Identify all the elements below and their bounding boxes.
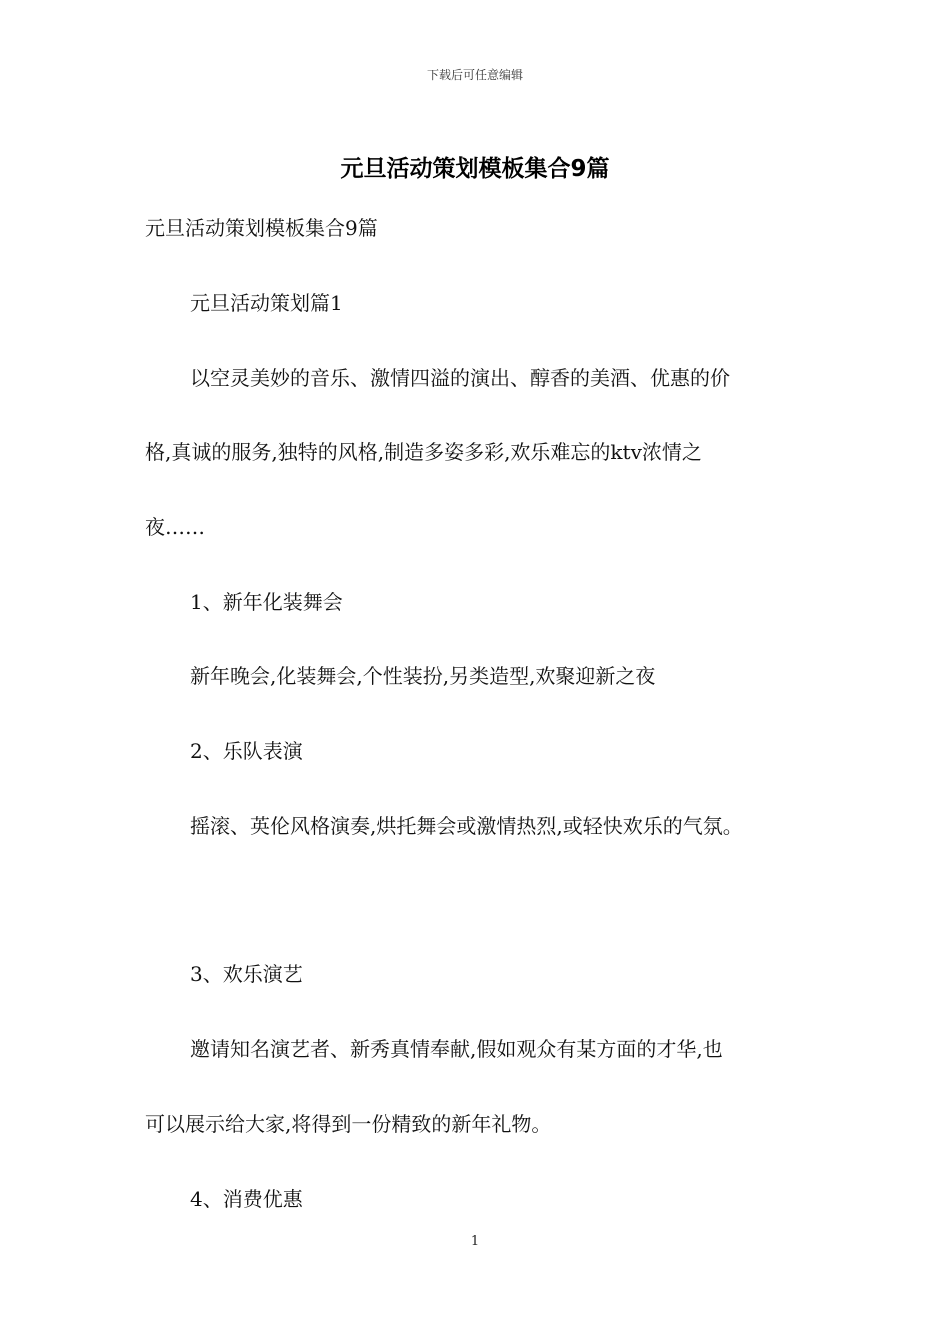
- item-heading-4: 4、消费优惠: [190, 1187, 303, 1211]
- page-header-note: 下载后可任意编辑: [426, 68, 523, 82]
- document-title: 元旦活动策划模板集合9篇: [340, 156, 610, 182]
- item-heading-2: 2、乐队表演: [190, 739, 303, 763]
- section-heading: 元旦活动策划篇1: [190, 291, 343, 315]
- document-subtitle-line: 元旦活动策划模板集合9篇: [145, 216, 378, 240]
- item-heading-3: 3、欢乐演艺: [190, 962, 303, 986]
- intro-line-3: 夜……: [145, 515, 205, 539]
- item-body-1-line-1: 新年晚会,化装舞会,个性装扮,另类造型,欢聚迎新之夜: [190, 664, 656, 688]
- intro-line-2: 格,真诚的服务,独特的风格,制造多姿多彩,欢乐难忘的ktv浓情之: [145, 440, 702, 464]
- item-body-3-line-2: 可以展示给大家,将得到一份精致的新年礼物。: [145, 1112, 552, 1136]
- page-number: 1: [470, 1234, 480, 1249]
- intro-line-1: 以空灵美妙的音乐、激情四溢的演出、醇香的美酒、优惠的价: [190, 366, 730, 390]
- item-body-2-line-1: 摇滚、英伦风格演奏,烘托舞会或激情热烈,或轻快欢乐的气氛。: [190, 814, 743, 838]
- item-heading-1: 1、新年化装舞会: [190, 590, 343, 614]
- item-body-3-line-1: 邀请知名演艺者、新秀真情奉献,假如观众有某方面的才华,也: [190, 1037, 723, 1061]
